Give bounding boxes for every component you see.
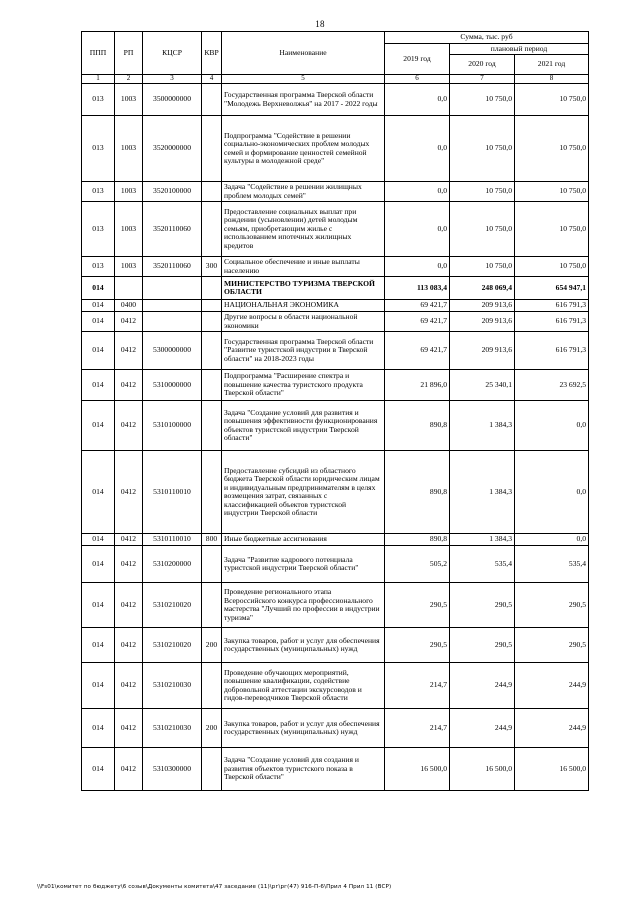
header-ppp: ППП — [82, 32, 115, 75]
table-row — [82, 116, 589, 182]
column-index-cell: 5 — [222, 75, 385, 84]
table-row — [82, 84, 589, 116]
cell-ppp: 014 — [82, 451, 115, 534]
cell-2020: 10 750,0 — [450, 116, 515, 182]
cell-kcsr: 3520100000 — [143, 182, 202, 202]
cell-2019: 214,7 — [385, 709, 450, 748]
header-rp: РП — [115, 32, 143, 75]
cell-2019: 113 083,4 — [385, 277, 450, 300]
cell-rp: 0412 — [115, 534, 143, 546]
cell-ppp: 014 — [82, 546, 115, 583]
column-index-cell: 1 — [82, 75, 115, 84]
cell-kvr — [202, 84, 222, 116]
cell-2021: 10 750,0 — [515, 257, 589, 277]
cell-2019: 69 421,7 — [385, 300, 450, 312]
cell-kcsr: 3520110060 — [143, 202, 202, 257]
cell-name: Задача "Создание условий для развития и повышения эффективности функционирования объектов туристской индустрии Тверской области" — [222, 401, 385, 451]
table-row — [82, 300, 589, 312]
cell-ppp: 014 — [82, 628, 115, 663]
cell-2020: 290,5 — [450, 628, 515, 663]
cell-kvr: 200 — [202, 628, 222, 663]
cell-2020: 10 750,0 — [450, 84, 515, 116]
cell-ppp: 014 — [82, 370, 115, 401]
cell-ppp: 014 — [82, 300, 115, 312]
table-row — [82, 312, 589, 332]
cell-kvr — [202, 546, 222, 583]
cell-kvr — [202, 370, 222, 401]
cell-ppp: 014 — [82, 332, 115, 370]
cell-ppp: 014 — [82, 748, 115, 791]
cell-kvr: 800 — [202, 534, 222, 546]
table-row — [82, 257, 589, 277]
table-row — [82, 628, 589, 663]
cell-name: Задача "Развитие кадрового потенциала туристской индустрии Тверской области" — [222, 546, 385, 583]
cell-ppp: 014 — [82, 401, 115, 451]
cell-2019: 69 421,7 — [385, 332, 450, 370]
cell-2021: 16 500,0 — [515, 748, 589, 791]
cell-kcsr: 5310210030 — [143, 709, 202, 748]
cell-name: Закупка товаров, работ и услуг для обеспечения государственных (муниципальных) нужд — [222, 628, 385, 663]
header-planned-period: плановый период — [450, 43, 589, 55]
cell-name: Иные бюджетные ассигнования — [222, 534, 385, 546]
cell-rp: 0412 — [115, 370, 143, 401]
table-row — [82, 663, 589, 709]
cell-kcsr — [143, 277, 202, 300]
header-name: Наименование — [222, 32, 385, 75]
cell-2020: 10 750,0 — [450, 182, 515, 202]
column-index-cell: 8 — [515, 75, 589, 84]
cell-2021: 244,9 — [515, 709, 589, 748]
cell-2021: 290,5 — [515, 628, 589, 663]
cell-2021: 290,5 — [515, 583, 589, 628]
cell-2019: 69 421,7 — [385, 312, 450, 332]
column-index-cell: 3 — [143, 75, 202, 84]
header-kcsr: КЦСР — [143, 32, 202, 75]
cell-rp: 0412 — [115, 401, 143, 451]
table-row — [82, 709, 589, 748]
cell-2020: 244,9 — [450, 709, 515, 748]
cell-kcsr — [143, 312, 202, 332]
cell-2019: 0,0 — [385, 116, 450, 182]
cell-kcsr: 5310200000 — [143, 546, 202, 583]
cell-2021: 0,0 — [515, 401, 589, 451]
cell-2019: 505,2 — [385, 546, 450, 583]
cell-2021: 616 791,3 — [515, 312, 589, 332]
cell-2020: 10 750,0 — [450, 202, 515, 257]
cell-2020: 290,5 — [450, 583, 515, 628]
cell-kvr — [202, 202, 222, 257]
cell-ppp: 013 — [82, 202, 115, 257]
cell-2019: 21 896,0 — [385, 370, 450, 401]
cell-2020: 209 913,6 — [450, 332, 515, 370]
cell-2019: 0,0 — [385, 202, 450, 257]
cell-2021: 616 791,3 — [515, 332, 589, 370]
cell-kvr — [202, 663, 222, 709]
cell-ppp: 013 — [82, 84, 115, 116]
cell-ppp: 014 — [82, 277, 115, 300]
cell-kvr — [202, 332, 222, 370]
table-row — [82, 277, 589, 300]
cell-rp: 0412 — [115, 583, 143, 628]
table-row — [82, 546, 589, 583]
cell-kcsr: 3520000000 — [143, 116, 202, 182]
cell-ppp: 014 — [82, 663, 115, 709]
cell-kvr — [202, 182, 222, 202]
cell-kvr: 300 — [202, 257, 222, 277]
cell-2020: 209 913,6 — [450, 312, 515, 332]
table-row — [82, 370, 589, 401]
page-number: 18 — [315, 19, 325, 29]
table-row — [82, 332, 589, 370]
cell-ppp: 013 — [82, 257, 115, 277]
cell-rp: 0412 — [115, 546, 143, 583]
cell-2019: 0,0 — [385, 182, 450, 202]
cell-name: Государственная программа Тверской области "Молодежь Верхневолжья" на 2017 - 2022 годы — [222, 84, 385, 116]
header-sum: Сумма, тыс. руб — [385, 32, 589, 44]
cell-ppp: 014 — [82, 534, 115, 546]
cell-2019: 890,8 — [385, 401, 450, 451]
cell-kvr — [202, 451, 222, 534]
table-row — [82, 748, 589, 791]
cell-rp: 0412 — [115, 709, 143, 748]
cell-2020: 244,9 — [450, 663, 515, 709]
cell-name: Подпрограмма "Содействие в решении социально-экономических проблем молодых семей и формирование ценностей семейной культуры в молодежной среде" — [222, 116, 385, 182]
cell-rp: 0412 — [115, 332, 143, 370]
cell-rp: 0400 — [115, 300, 143, 312]
cell-kcsr: 3500000000 — [143, 84, 202, 116]
cell-2019: 214,7 — [385, 663, 450, 709]
cell-2021: 654 947,1 — [515, 277, 589, 300]
cell-2021: 10 750,0 — [515, 84, 589, 116]
cell-kvr — [202, 116, 222, 182]
column-index-cell: 4 — [202, 75, 222, 84]
cell-rp: 0412 — [115, 663, 143, 709]
cell-name: Задача "Создание условий для создания и развития объектов туристского показа в Тверской области" — [222, 748, 385, 791]
cell-2020: 10 750,0 — [450, 257, 515, 277]
cell-kcsr: 5310300000 — [143, 748, 202, 791]
cell-rp: 1003 — [115, 257, 143, 277]
cell-name: МИНИСТЕРСТВО ТУРИЗМА ТВЕРСКОЙ ОБЛАСТИ — [222, 277, 385, 300]
header-2019: 2019 год — [385, 43, 450, 75]
cell-name: Подпрограмма "Расширение спектра и повышение качества туристского продукта Тверской области" — [222, 370, 385, 401]
cell-2020: 248 069,4 — [450, 277, 515, 300]
cell-2021: 244,9 — [515, 663, 589, 709]
cell-name: Задача "Содействие в решении жилищных проблем молодых семей" — [222, 182, 385, 202]
cell-kvr — [202, 401, 222, 451]
table-row — [82, 401, 589, 451]
table-row — [82, 182, 589, 202]
cell-name: Государственная программа Тверской области "Развитие туристской индустрии в Тверской области" на 2018-2023 годы — [222, 332, 385, 370]
cell-kvr — [202, 277, 222, 300]
cell-2021: 535,4 — [515, 546, 589, 583]
column-index-row — [82, 75, 589, 84]
cell-2019: 890,8 — [385, 451, 450, 534]
cell-2019: 0,0 — [385, 257, 450, 277]
cell-2020: 1 384,3 — [450, 451, 515, 534]
cell-2020: 16 500,0 — [450, 748, 515, 791]
cell-kcsr: 5310210030 — [143, 663, 202, 709]
cell-ppp: 014 — [82, 583, 115, 628]
header-2021: 2021 год — [515, 55, 589, 75]
cell-kcsr: 5310210020 — [143, 583, 202, 628]
cell-name: Предоставление социальных выплат при рождении (усыновлении) детей молодым семьям, приобретающим жилье с использованием ипотечных жилищных кредитов — [222, 202, 385, 257]
cell-rp: 0412 — [115, 312, 143, 332]
cell-2020: 535,4 — [450, 546, 515, 583]
cell-name: Закупка товаров, работ и услуг для обеспечения государственных (муниципальных) нужд — [222, 709, 385, 748]
cell-ppp: 014 — [82, 312, 115, 332]
cell-kcsr: 5310110010 — [143, 451, 202, 534]
cell-kcsr: 3520110060 — [143, 257, 202, 277]
cell-2021: 0,0 — [515, 534, 589, 546]
cell-kvr: 200 — [202, 709, 222, 748]
cell-2019: 290,5 — [385, 628, 450, 663]
cell-2021: 10 750,0 — [515, 116, 589, 182]
cell-2020: 25 340,1 — [450, 370, 515, 401]
cell-2021: 10 750,0 — [515, 182, 589, 202]
header-2020: 2020 год — [450, 55, 515, 75]
cell-rp — [115, 277, 143, 300]
cell-rp: 0412 — [115, 748, 143, 791]
cell-rp: 0412 — [115, 628, 143, 663]
cell-2019: 290,5 — [385, 583, 450, 628]
cell-kvr — [202, 312, 222, 332]
cell-2021: 0,0 — [515, 451, 589, 534]
column-index-cell: 6 — [385, 75, 450, 84]
cell-kvr — [202, 583, 222, 628]
cell-2019: 890,8 — [385, 534, 450, 546]
footer-file-path: \\Fs01\комитет по бюджету\6 созыв\Документы комитета\47 заседание (11)\рг\рг(47) 916-П-6\Прил 4 Прил 11 (ВСР) — [37, 884, 392, 890]
table-row — [82, 202, 589, 257]
cell-name: Социальное обеспечение и иные выплаты населению — [222, 257, 385, 277]
cell-rp: 0412 — [115, 451, 143, 534]
cell-ppp: 013 — [82, 116, 115, 182]
cell-ppp: 013 — [82, 182, 115, 202]
cell-rp: 1003 — [115, 202, 143, 257]
cell-2019: 0,0 — [385, 84, 450, 116]
cell-2021: 616 791,3 — [515, 300, 589, 312]
cell-kcsr: 5310110010 — [143, 534, 202, 546]
cell-rp: 1003 — [115, 116, 143, 182]
cell-2019: 16 500,0 — [385, 748, 450, 791]
cell-rp: 1003 — [115, 84, 143, 116]
table-row — [82, 534, 589, 546]
cell-kvr — [202, 748, 222, 791]
cell-name: НАЦИОНАЛЬНАЯ ЭКОНОМИКА — [222, 300, 385, 312]
table-row — [82, 451, 589, 534]
column-index-cell: 7 — [450, 75, 515, 84]
cell-2021: 10 750,0 — [515, 202, 589, 257]
cell-name: Проведение обучающих мероприятий, повышение квалификации, содействие добровольной аттестации экскурсоводов и гидов-переводчиков Тверской области — [222, 663, 385, 709]
cell-ppp: 014 — [82, 709, 115, 748]
cell-2021: 23 692,5 — [515, 370, 589, 401]
column-index-cell: 2 — [115, 75, 143, 84]
cell-name: Предоставление субсидий из областного бюджета Тверской области юридическим лицам и индивидуальным предпринимателям в целях возмещения затрат, связанных с классификацией объектов туристской индустрии Тверской области — [222, 451, 385, 534]
cell-name: Другие вопросы в области национальной экономики — [222, 312, 385, 332]
cell-rp: 1003 — [115, 182, 143, 202]
cell-kcsr: 5310000000 — [143, 370, 202, 401]
header-kvr: КВР — [202, 32, 222, 75]
cell-kcsr: 5300000000 — [143, 332, 202, 370]
cell-name: Проведение регионального этапа Всероссийского конкурса профессионального мастерства "Лучший по профессии в индустрии туризма" — [222, 583, 385, 628]
cell-kcsr — [143, 300, 202, 312]
cell-2020: 1 384,3 — [450, 534, 515, 546]
cell-kcsr: 5310210020 — [143, 628, 202, 663]
table-row — [82, 583, 589, 628]
budget-table — [81, 31, 589, 791]
cell-2020: 1 384,3 — [450, 401, 515, 451]
cell-kvr — [202, 300, 222, 312]
cell-2020: 209 913,6 — [450, 300, 515, 312]
cell-kcsr: 5310100000 — [143, 401, 202, 451]
